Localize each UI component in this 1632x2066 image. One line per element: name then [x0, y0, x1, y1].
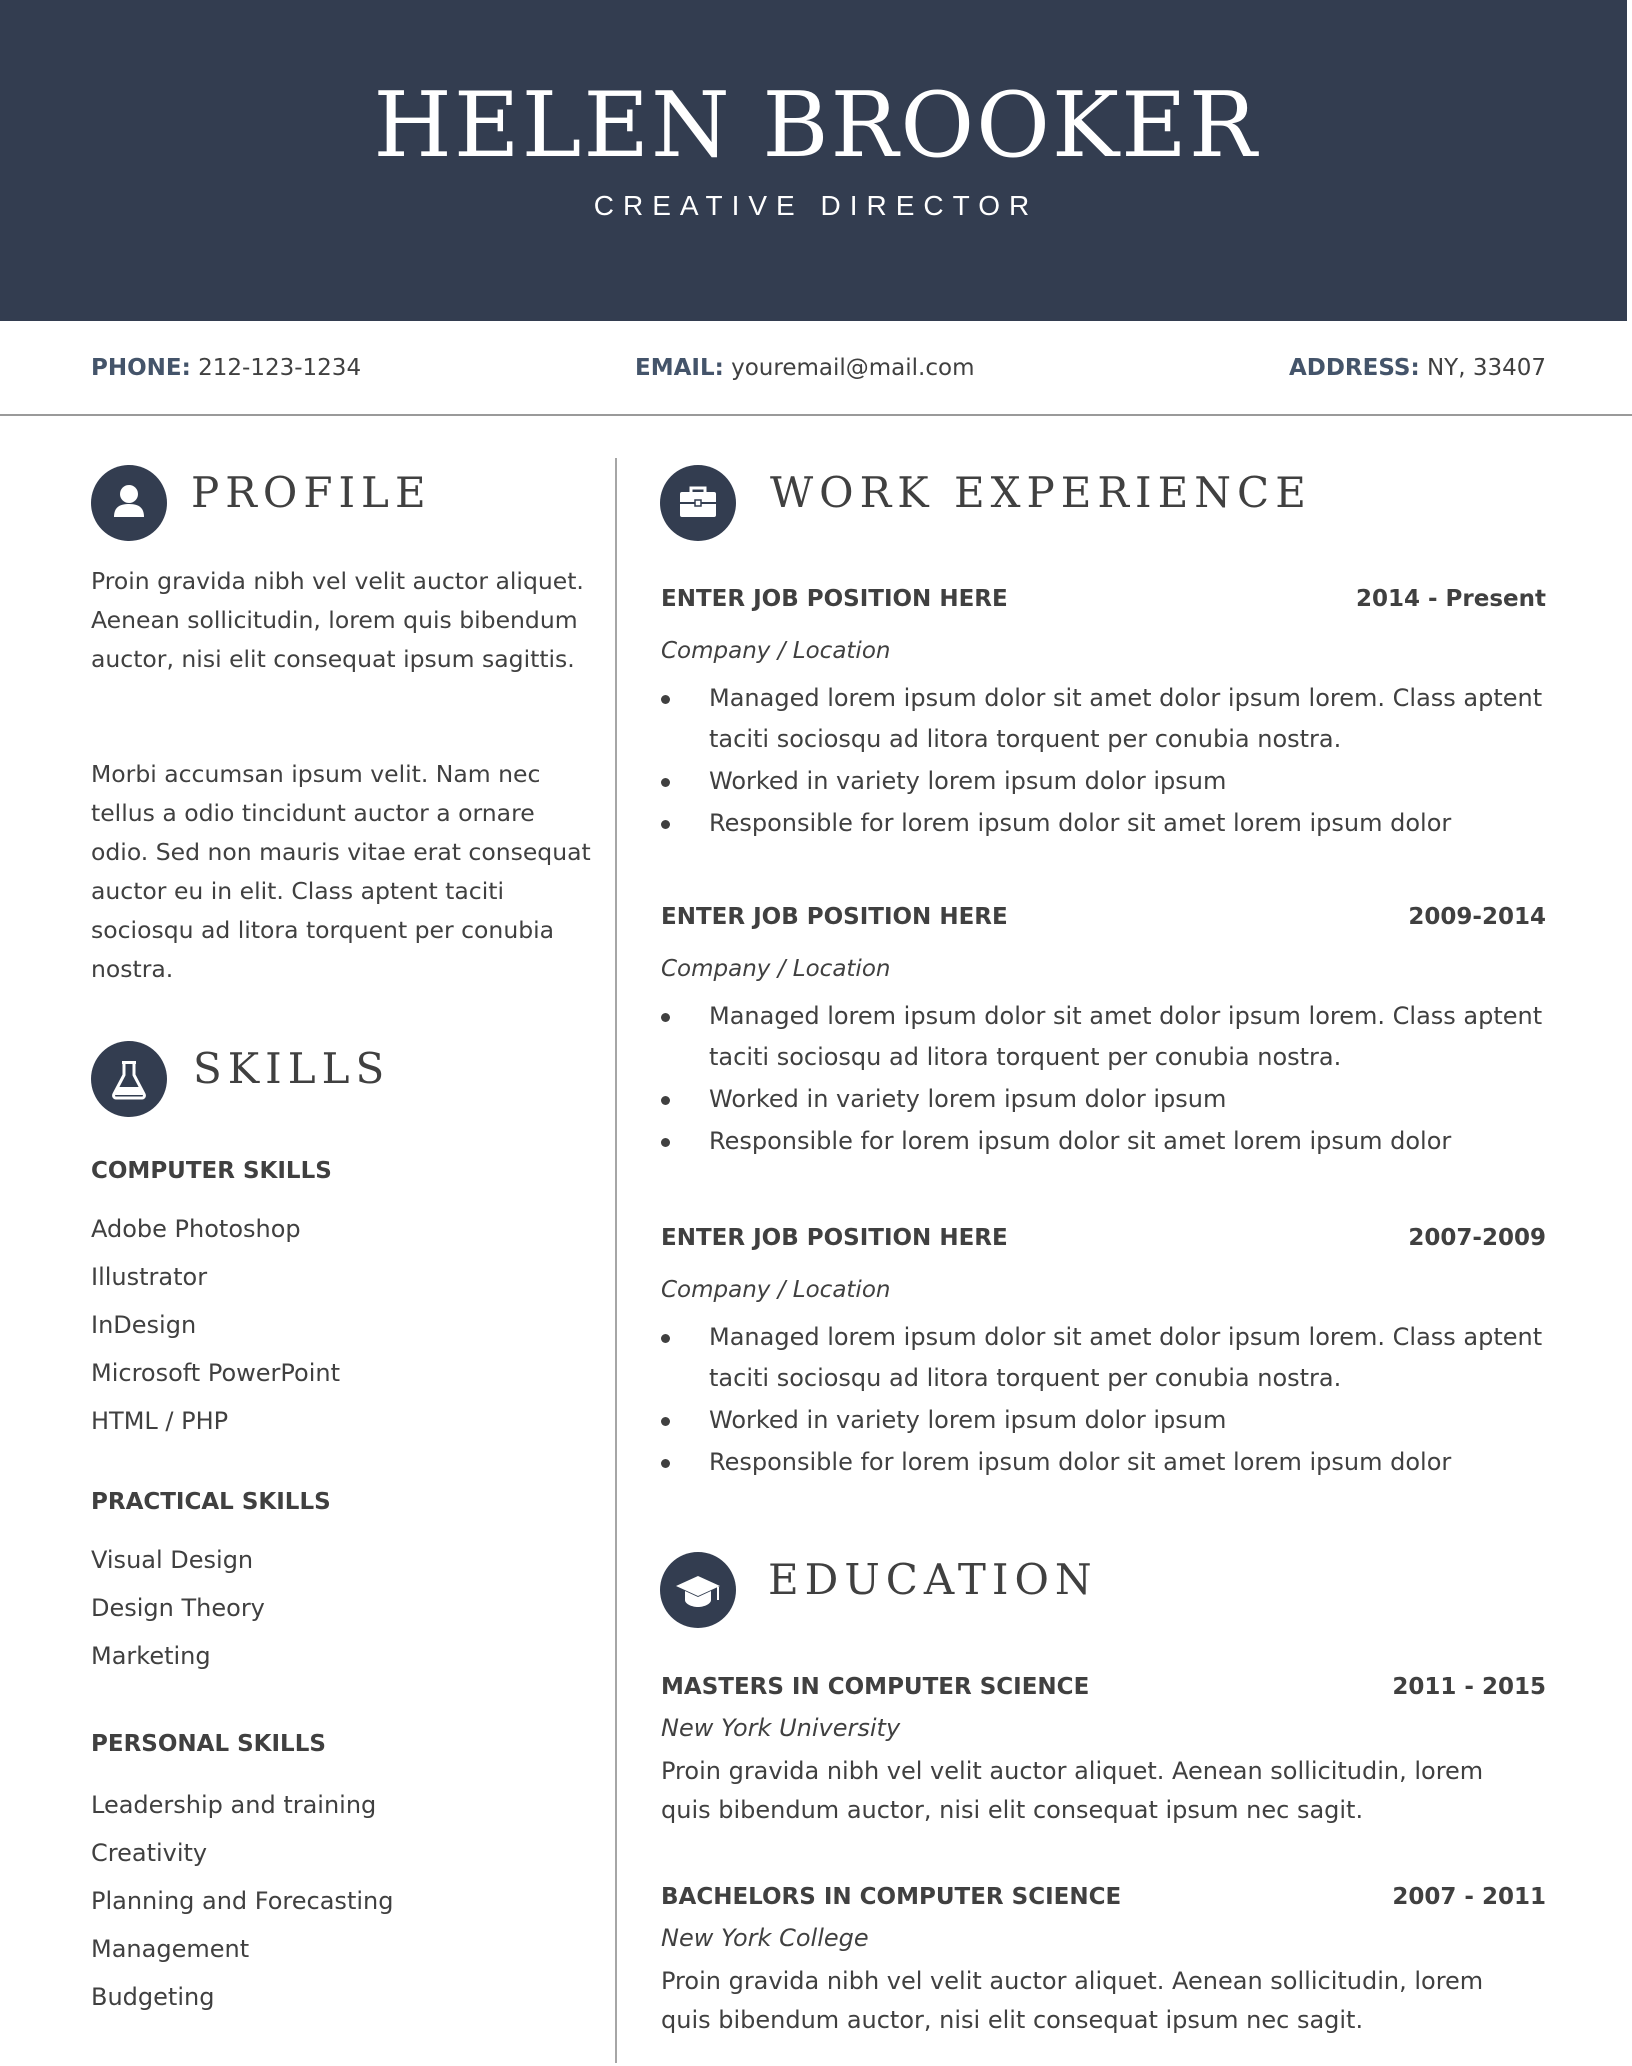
candidate-name: HELEN BROOKER [373, 73, 1259, 178]
profile-paragraph-2: Morbi accumsan ipsum velit. Nam nec tellus a odio tincidunt auctor a ornare odio. Sed non mauris vitae erat consequat auctor eu in elit. Class aptent taciti sociosqu ad litora torquent per conubia nostra. [91, 760, 591, 983]
school-name: New York University [661, 1714, 901, 1742]
degree-dates: 2011 - 2015 [1392, 1674, 1546, 1700]
bullet-text: Worked in variety lorem ipsum dolor ipsum [709, 767, 1227, 795]
job-bullet [661, 1442, 1546, 1483]
job-company: Company / Location [661, 1277, 891, 1303]
job-bullet [661, 803, 1546, 844]
skill-group-title: PRACTICAL SKILLS [91, 1489, 331, 1515]
flask-icon [91, 1041, 167, 1117]
bullet-dot [661, 1096, 670, 1105]
skill-item: Visual Design [91, 1546, 254, 1574]
skill-item: Microsoft PowerPoint [91, 1359, 340, 1387]
banner-edge [1627, 0, 1632, 321]
bullet-text: Managed lorem ipsum dolor sit amet dolor ipsum lorem. Class aptent taciti sociosqu ad litora torquent per conubia nostra. [709, 1323, 1543, 1392]
skill-list-practical [91, 1536, 265, 1680]
skill-list-personal [91, 1781, 393, 2021]
graduation-cap-icon [660, 1552, 736, 1628]
degree-dates: 2007 - 2011 [1392, 1884, 1546, 1910]
bullet-text: Responsible for lorem ipsum dolor sit amet lorem ipsum dolor [709, 1448, 1452, 1476]
skill-item: Illustrator [91, 1263, 208, 1291]
job-bullet [661, 678, 1546, 760]
bullet-dot [661, 820, 670, 829]
phone-value: 212-123-1234 [198, 355, 362, 381]
bullet-dot [661, 1459, 670, 1468]
degree-title: BACHELORS IN COMPUTER SCIENCE [661, 1884, 1122, 1910]
bullet-text: Worked in variety lorem ipsum dolor ipsum [709, 1085, 1227, 1113]
bullet-text: Responsible for lorem ipsum dolor sit amet lorem ipsum dolor [709, 1127, 1452, 1155]
bullet-dot [661, 1013, 670, 1022]
address-label: ADDRESS: [1288, 355, 1420, 381]
bullet-text: Managed lorem ipsum dolor sit amet dolor ipsum lorem. Class aptent taciti sociosqu ad litora torquent per conubia nostra. [709, 684, 1543, 753]
job-company: Company / Location [661, 638, 891, 664]
job-dates: 2009-2014 [1408, 904, 1546, 930]
skill-item: HTML / PHP [91, 1407, 229, 1435]
candidate-title: CREATIVE DIRECTOR [593, 190, 1039, 221]
address-value: NY, 33407 [1426, 355, 1546, 381]
bullet-dot [661, 695, 670, 704]
skill-item: Creativity [91, 1839, 208, 1867]
column-divider [615, 458, 617, 2063]
job-bullet [661, 1317, 1546, 1399]
skill-item: Marketing [91, 1642, 211, 1670]
degree-title: MASTERS IN COMPUTER SCIENCE [661, 1674, 1090, 1700]
job-bullet [661, 1400, 1546, 1441]
email-label: EMAIL: [635, 355, 724, 381]
contact-divider [0, 414, 1632, 416]
profile-paragraph-1: Proin gravida nibh vel velit auctor aliquet. Aenean sollicitudin, lorem quis bibendum auctor, nisi elit consequat ipsum sagittis. [91, 567, 584, 673]
skill-item: Management [91, 1935, 250, 1963]
bullet-text: Responsible for lorem ipsum dolor sit amet lorem ipsum dolor [709, 809, 1452, 837]
skill-item: Design Theory [91, 1594, 265, 1622]
skill-item: Planning and Forecasting [91, 1887, 394, 1915]
skill-item: Budgeting [91, 1983, 215, 2011]
job-dates: 2007-2009 [1408, 1225, 1546, 1251]
job-bullets [661, 996, 1546, 1163]
job-position: ENTER JOB POSITION HERE [661, 586, 1008, 612]
email-value: youremail@mail.com [731, 355, 975, 381]
job-position: ENTER JOB POSITION HERE [661, 904, 1008, 930]
phone-label: PHONE: [91, 355, 191, 381]
contact-address [1289, 355, 1546, 381]
job-bullet [661, 1121, 1546, 1162]
degree-description: Proin gravida nibh vel velit auctor aliquet. Aenean sollicitudin, lorem quis bibendum auctor, nisi elit consequat ipsum nec sagit. [661, 1967, 1484, 2034]
skill-list-computer [91, 1205, 340, 1445]
job-dates: 2014 - Present [1355, 586, 1546, 612]
job-bullet [661, 761, 1546, 802]
profile-heading: PROFILE [191, 468, 432, 517]
skill-item: InDesign [91, 1311, 197, 1339]
skill-group-title: PERSONAL SKILLS [91, 1731, 326, 1757]
degree-description: Proin gravida nibh vel velit auctor aliquet. Aenean sollicitudin, lorem quis bibendum auctor, nisi elit consequat ipsum nec sagit. [661, 1757, 1484, 1824]
job-company: Company / Location [661, 956, 891, 982]
work-heading: WORK EXPERIENCE [770, 468, 1312, 517]
job-bullets [661, 678, 1546, 845]
person-icon [91, 465, 167, 541]
header-banner [0, 0, 1632, 321]
education-heading: EDUCATION [768, 1555, 1098, 1604]
job-bullet [661, 996, 1546, 1078]
bullet-text: Managed lorem ipsum dolor sit amet dolor ipsum lorem. Class aptent taciti sociosqu ad litora torquent per conubia nostra. [709, 1002, 1543, 1071]
contact-phone [91, 355, 361, 381]
contact-email [635, 355, 974, 381]
bullet-dot [661, 778, 670, 787]
bullet-dot [661, 1138, 670, 1147]
bullet-text: Worked in variety lorem ipsum dolor ipsum [709, 1406, 1227, 1434]
job-bullet [661, 1079, 1546, 1120]
skill-group-title: COMPUTER SKILLS [91, 1158, 332, 1184]
skills-heading: SKILLS [193, 1044, 391, 1093]
job-position: ENTER JOB POSITION HERE [661, 1225, 1008, 1251]
school-name: New York College [661, 1924, 869, 1952]
bullet-dot [661, 1334, 670, 1343]
skill-item: Adobe Photoshop [91, 1215, 301, 1243]
skill-item: Leadership and training [91, 1791, 377, 1819]
bullet-dot [661, 1417, 670, 1426]
job-bullets [661, 1317, 1546, 1484]
briefcase-icon [660, 465, 736, 541]
